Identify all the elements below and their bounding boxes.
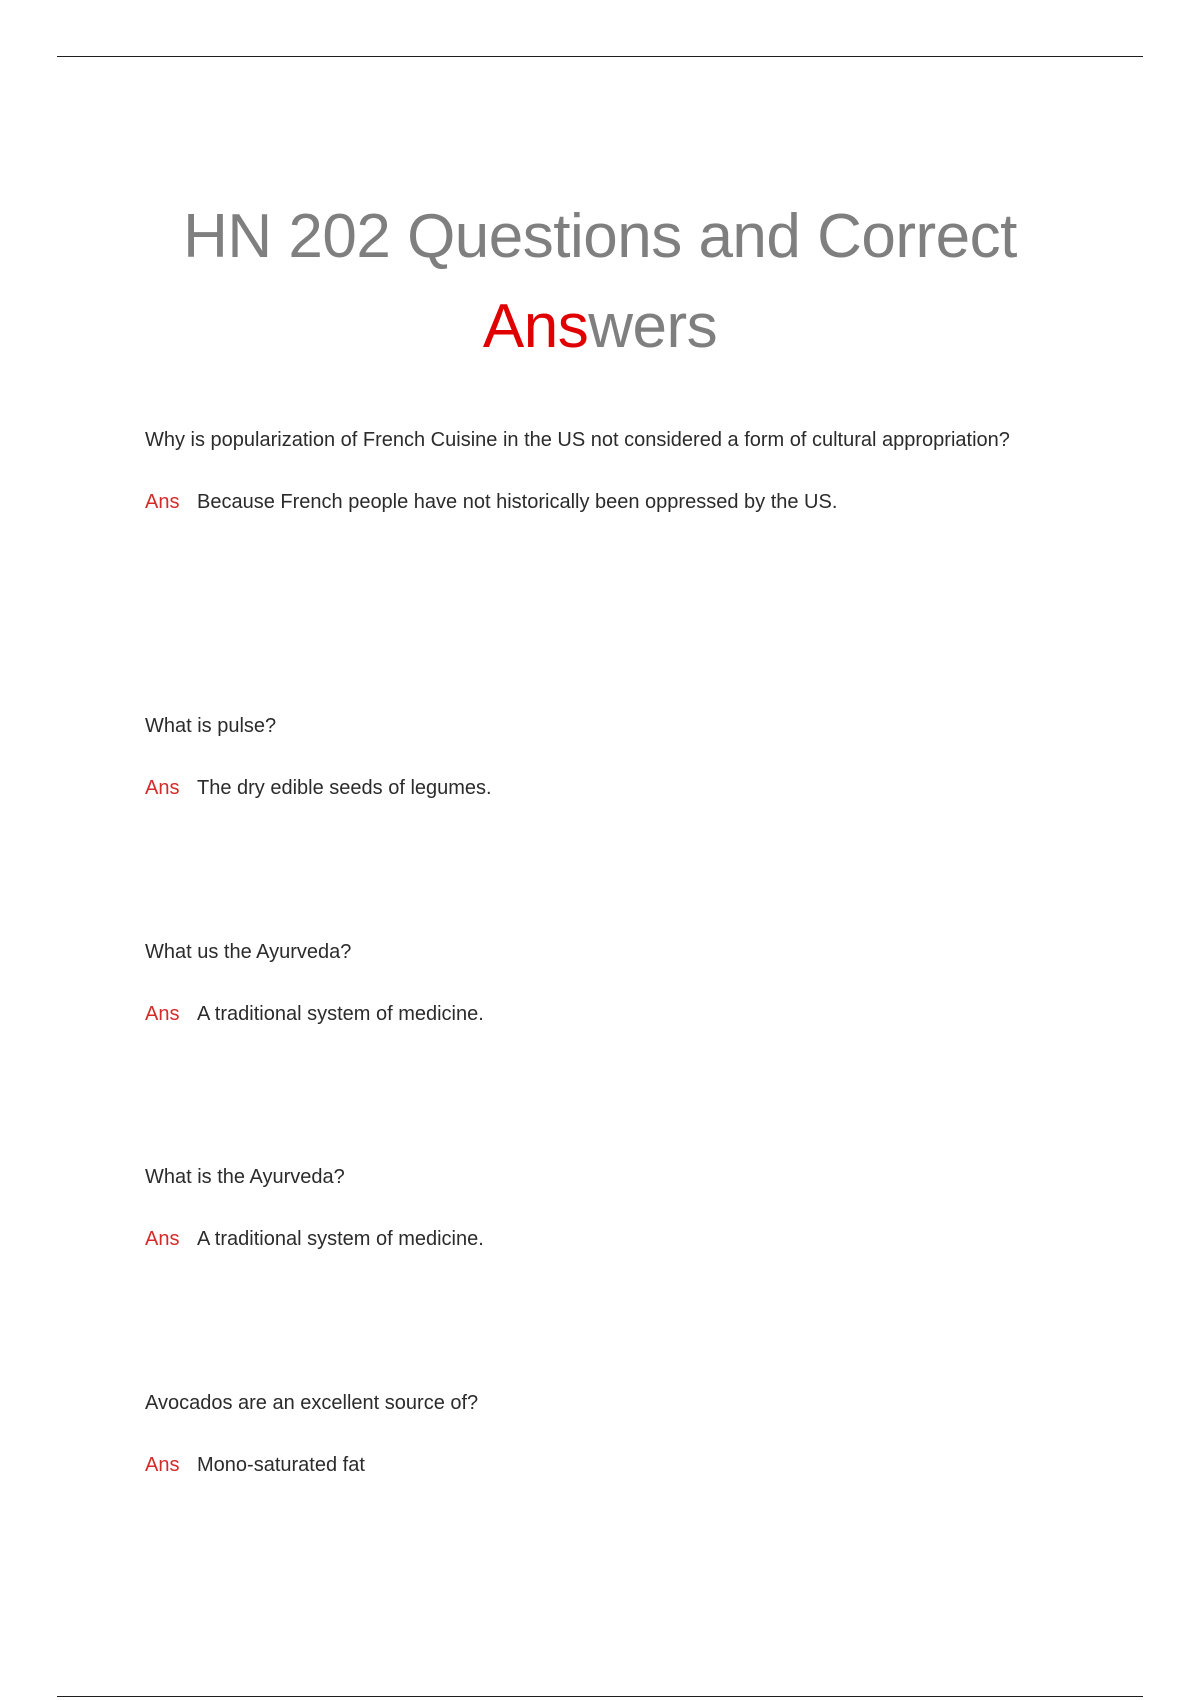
answer-row <box>145 1450 1045 1480</box>
answer-text: The dry edible seeds of legumes. <box>197 777 492 799</box>
question-text: What is the Ayurveda? <box>145 1166 345 1188</box>
answer-text: Mono-saturated fat <box>197 1454 365 1476</box>
answer-label: Ans <box>145 1228 180 1250</box>
qa-item <box>145 1374 1045 1480</box>
qa-item <box>145 1148 1045 1254</box>
qa-item <box>145 697 1045 803</box>
question-text: What is pulse? <box>145 715 277 737</box>
answer-text: Because French people have not historically been oppressed by the US. <box>197 491 838 513</box>
qa-item <box>145 411 1045 517</box>
answer-label: Ans <box>145 1454 180 1476</box>
title-line-2-highlight: Ans <box>482 291 589 361</box>
document-title <box>0 192 1200 372</box>
question-text: Avocados are an excellent source of? <box>145 1392 479 1414</box>
answer-row <box>145 1224 1045 1254</box>
answer-label: Ans <box>145 491 180 513</box>
footer-rule <box>57 1696 1143 1697</box>
title-line-1: HN 202 Questions and Correct <box>183 201 1017 271</box>
answer-row <box>145 487 1045 517</box>
qa-item <box>145 923 1045 1029</box>
answer-text: A traditional system of medicine. <box>197 1228 484 1250</box>
question-text: Why is popularization of French Cuisine in the US not considered a form of cultural appropriation? <box>145 429 1010 451</box>
header-rule <box>57 56 1143 57</box>
answer-row <box>145 773 1045 803</box>
answer-label: Ans <box>145 777 180 799</box>
answer-row <box>145 999 1045 1029</box>
answer-text: A traditional system of medicine. <box>197 1003 484 1025</box>
title-line-2-rest: wers <box>588 291 718 361</box>
question-text: What us the Ayurveda? <box>145 941 352 963</box>
answer-label: Ans <box>145 1003 180 1025</box>
